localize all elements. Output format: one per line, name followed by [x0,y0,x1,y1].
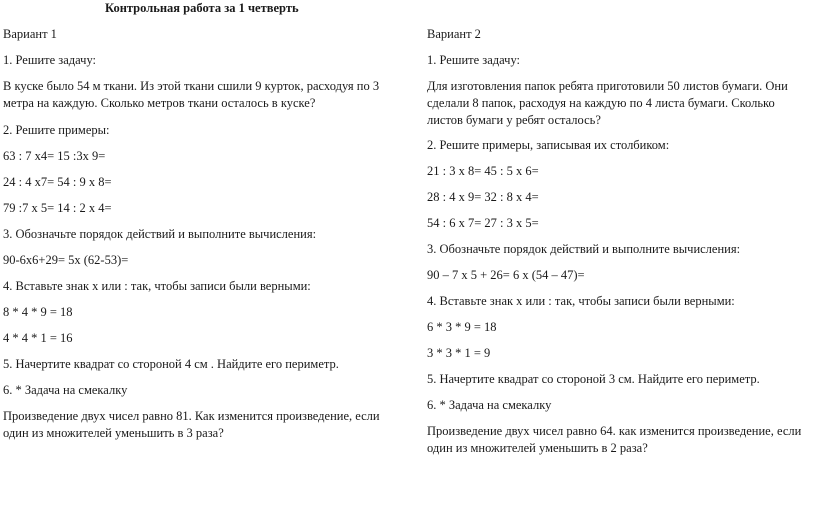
v2-task3-label: 3. Обозначьте порядок действий и выполните вычисления: [427,242,741,256]
v1-task4-line-2: 4 * 4 * 1 = 16 [3,331,73,345]
v1-task3-line: 90-6х6+29= 5х (62-53)= [3,253,129,267]
variant-1-heading: Вариант 1 [3,27,57,41]
v2-task3-line: 90 – 7 х 5 + 26= 6 х (54 – 47)= [427,268,585,282]
v1-task3-label: 3. Обозначьте порядок действий и выполните вычисления: [3,227,317,241]
v2-task6-label: 6. * Задача на смекалку [427,398,552,412]
v1-task2-label: 2. Решите примеры: [3,123,110,137]
variant-2-heading: Вариант 2 [427,27,481,41]
v2-task4-line-1: 6 * 3 * 9 = 18 [427,320,497,334]
v1-task5: 5. Начертите квадрат со стороной 4 см . Найдите его периметр. [3,357,339,371]
v1-task4-label: 4. Вставьте знак х или : так, чтобы записи были верными: [3,279,311,293]
v1-task6-label: 6. * Задача на смекалку [3,383,128,397]
v2-task5: 5. Начертите квадрат со стороной 3 см. Найдите его периметр. [427,372,760,386]
v2-task4-label: 4. Вставьте знак х или : так, чтобы записи были верными: [427,294,735,308]
v1-task1-text: В куске было 54 м ткани. Из этой ткани сшили 9 курток, расходуя по 3 метра на каждую. Сколько метров ткани осталось в куске? [3,79,380,110]
v1-task2-line-2: 24 : 4 х7= 54 : 9 х 8= [3,175,112,189]
v2-task2-line-1: 21 : 3 х 8= 45 : 5 х 6= [427,164,539,178]
v2-task4-line-2: 3 * 3 * 1 = 9 [427,346,491,360]
v2-task1-label: 1. Решите задачу: [427,53,521,67]
v1-task2-line-3: 79 :7 х 5= 14 : 2 х 4= [3,201,112,215]
document-title: Контрольная работа за 1 четверть [105,1,299,15]
v2-task6-text: Произведение двух чисел равно 64. как изменится произведение, если один из множителей уменьшить в 2 раза? [427,424,802,455]
v2-task2-line-2: 28 : 4 х 9= 32 : 8 х 4= [427,190,539,204]
v2-task2-label: 2. Решите примеры, записывая их столбиком: [427,138,670,152]
v2-task1-text: Для изготовления папок ребята приготовили 50 листов бумаги. Они сделали 8 папок, расходуя на каждую по 4 листа бумаги. Сколько листов бумаги у ребят осталось? [427,79,788,127]
v1-task6-text: Произведение двух чисел равно 81. Как изменится произведение, если один из множителей уменьшить в 3 раза? [3,409,380,440]
v2-task2-line-3: 54 : 6 х 7= 27 : 3 х 5= [427,216,539,230]
v1-task4-line-1: 8 * 4 * 9 = 18 [3,305,73,319]
v1-task2-line-1: 63 : 7 х4= 15 :3х 9= [3,149,106,163]
v1-task1-label: 1. Решите задачу: [3,53,97,67]
